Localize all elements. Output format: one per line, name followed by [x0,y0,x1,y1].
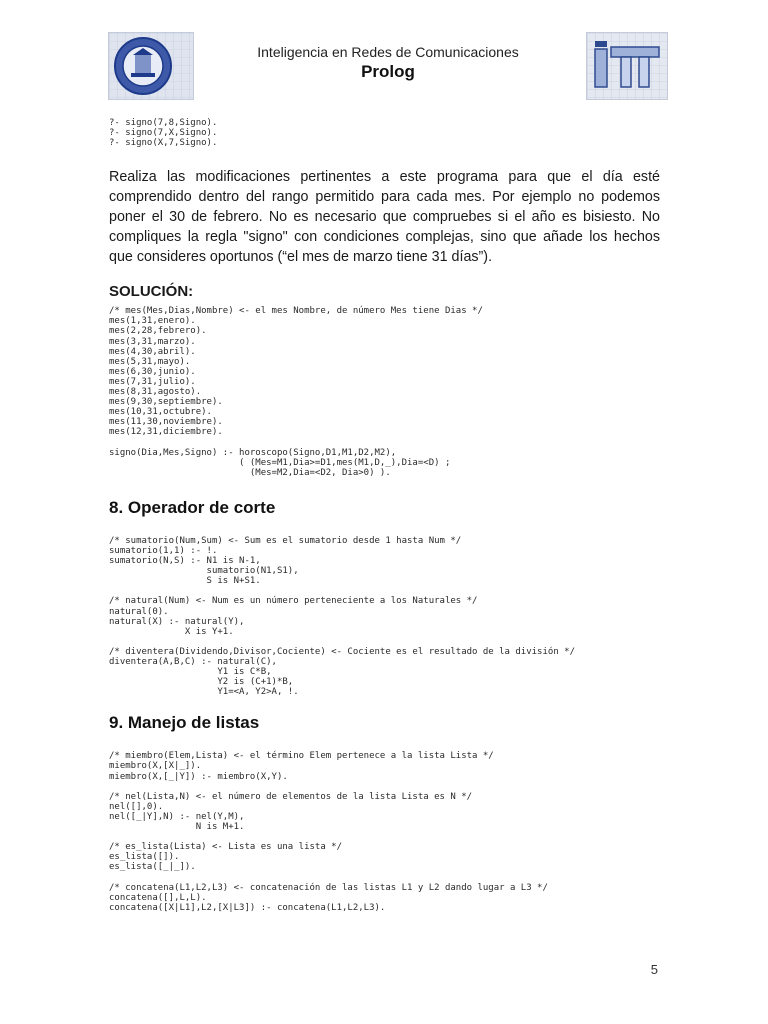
university-seal-logo-icon [108,32,194,100]
page-number: 5 [650,962,658,977]
page-header [108,30,668,100]
itt-logo-icon [586,32,668,100]
header-subtitle: Prolog [361,62,415,81]
solution-heading: SOLUCIÓN: [109,283,194,301]
section-8-code-block: /* sumatorio(Num,Sum) <- Sum es el sumatorio desde 1 hasta Num */ sumatorio(1,1) :- !. sumatorio(N,S) :- N1 is N-1, sumatorio(N1,S1), S is N+S1. /* natural(Num) <- Num es un número perteneciente a los Naturales */ natural(0). natural(X) :- natural(Y), X is Y+1. /* diventera(Dividendo,Divisor,Cociente) <- Cociente es el resultado de la división */ diventera(A,B,C) :- natural(C), Y1 is C*B, Y2 is (C+1)*B, Y1=<A, Y2>A, !. [109,535,575,698]
section-9-code-block: /* miembro(Elem,Lista) <- el término Elem pertenece a la lista Lista */ miembro(X,[X|_]). miembro(X,[_|Y]) :- miembro(X,Y). /* nel(Lista,N) <- el número de elementos de la lista Lista es N */ nel([],0). nel([_|Y],N) :- nel(Y,M), N is M+1. /* es_lista(Lista) <- Lista es una lista */ es_lista([]). es_lista([_|_]). /* concatena(L1,L2,L3) <- concatenación de las listas L1 y L2 dando lugar a L3 */ concatena([],L,L). concatena([X|L1],L2,[X|L3]) :- concatena(L1,L2,L3). [109,751,548,913]
section-9-heading: 9. Manejo de listas [109,713,260,733]
page-content [109,118,660,913]
header-title: Inteligencia en Redes de Comunicaciones [257,44,519,60]
section-8-heading: 8. Operador de corte [109,497,276,517]
solution-code-block: /* mes(Mes,Dias,Nombre) <- el mes Nombre, de número Mes tiene Dias */ mes(1,31,enero). mes(2,28,febrero). mes(3,31,marzo). mes(4,30,abril). mes(5,31,mayo). mes(6,30,junio). mes(7,31,julio). mes(8,31,agosto). mes(9,30,septiembre). mes(10,31,octubre). mes(11,30,noviembre). mes(12,31,diciembre). signo(Dia,Mes,Signo) :- horoscopo(Signo,D1,M1,D2,M2), ( (Mes=M1,Dia>=D1,mes(M1,D,_),Dia=<D) ; (Mes=M2,Dia=<D2, Dia>0) ). [109,306,483,478]
exercise-paragraph: Realiza las modificaciones pertinentes a este programa para que el día esté comprendido dentro del rango permitido para cada mes. Por ejemplo no podemos poner el 30 de febrero. No es necesario que compruebes si el año es bisiesto. No compliques la regla "signo" con condiciones complejas, sino que añade los hechos que consideres oportunos (“el mes de marzo tiene 31 días”). [109,169,660,266]
query-code-block: ?- signo(7,8,Signo). ?- signo(7,X,Signo). ?- signo(X,7,Signo). [109,118,218,149]
